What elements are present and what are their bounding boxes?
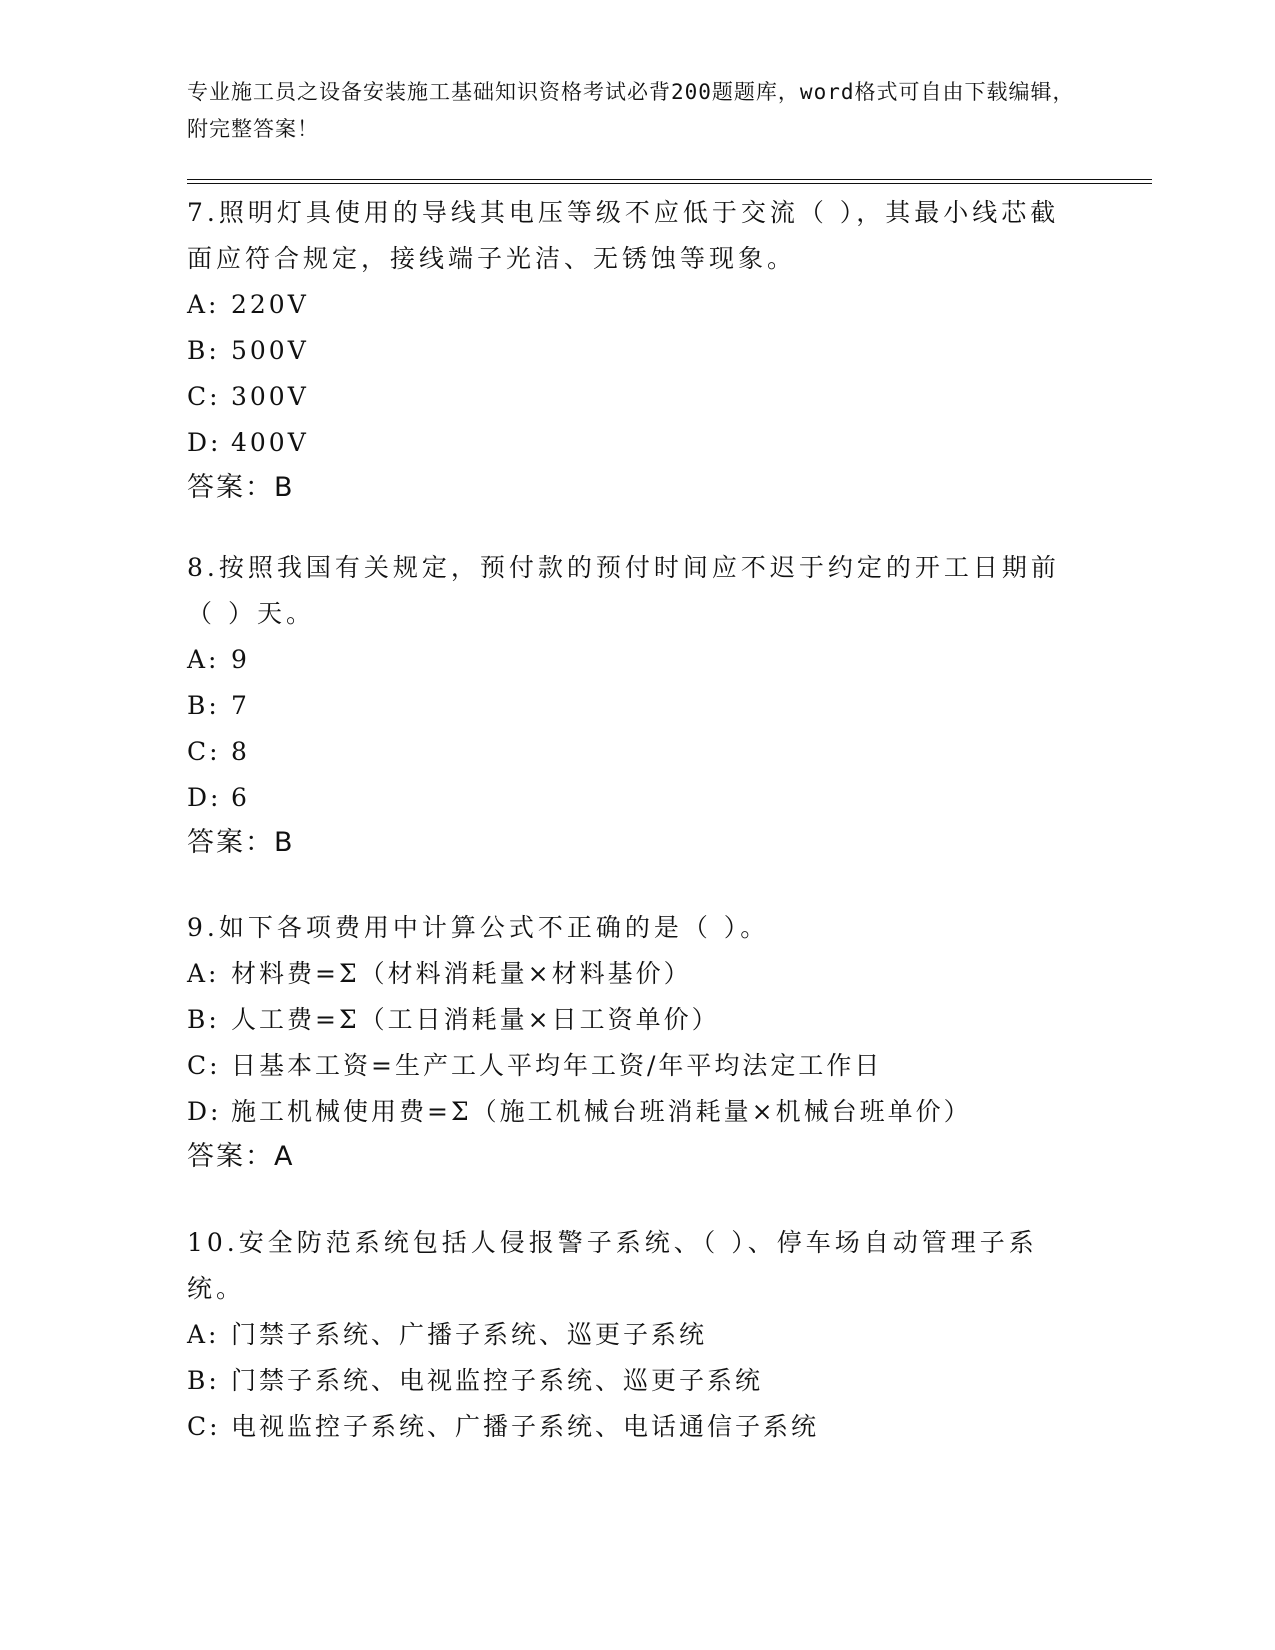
question-8 (187, 545, 1087, 865)
option-text: 施工机械使用费=Σ（施工机械台班消耗量×机械台班单价） (231, 1097, 972, 1126)
option-text: 6 (231, 783, 250, 812)
option-d (187, 1089, 1087, 1135)
option-letter: B: (187, 1366, 220, 1395)
option-letter: D: (187, 783, 222, 812)
option-text: 人工费=Σ（工日消耗量×日工资单价） (231, 1005, 720, 1034)
option-letter: A: (187, 1320, 220, 1349)
option-c (187, 1043, 1087, 1089)
option-text: 8 (231, 737, 250, 766)
option-text: 220V (231, 290, 309, 319)
option-c (187, 729, 1087, 775)
question-7 (187, 190, 1087, 510)
option-letter: C: (187, 1412, 221, 1441)
option-text: 门禁子系统、电视监控子系统、巡更子系统 (231, 1366, 764, 1395)
question-stem: 7.照明灯具使用的导线其电压等级不应低于交流（ ），其最小线芯截面应符合规定，接线端子光洁、无锈蚀等现象。 (187, 198, 1060, 273)
option-letter: A: (187, 645, 220, 674)
option-d (187, 775, 1087, 821)
option-text: 500V (231, 336, 309, 365)
option-text: 材料费=Σ（材料消耗量×材料基价） (231, 959, 692, 988)
header-rule-bottom (187, 183, 1152, 184)
option-letter: C: (187, 382, 221, 411)
option-letter: C: (187, 1051, 221, 1080)
option-b (187, 1358, 1087, 1404)
option-a (187, 951, 1087, 997)
answer-line: 答案：B (187, 472, 295, 503)
question-stem: 9.如下各项费用中计算公式不正确的是（ ）。 (187, 913, 770, 942)
option-c (187, 374, 1087, 420)
option-letter: A: (187, 290, 220, 319)
option-letter: A: (187, 959, 220, 988)
option-letter: D: (187, 1097, 222, 1126)
option-text: 电视监控子系统、广播子系统、电话通信子系统 (231, 1412, 820, 1441)
option-a (187, 637, 1087, 683)
option-b (187, 997, 1087, 1043)
option-text: 门禁子系统、广播子系统、巡更子系统 (231, 1320, 708, 1349)
answer-line: 答案：A (187, 1141, 295, 1172)
option-a (187, 1312, 1087, 1358)
option-c (187, 1404, 1087, 1450)
document-header: 专业施工员之设备安装施工基础知识资格考试必背200题题库，word格式可自由下载编辑，附完整答案！ (187, 80, 1075, 141)
option-text: 7 (231, 691, 250, 720)
option-b (187, 328, 1087, 374)
option-b (187, 683, 1087, 729)
option-text: 300V (231, 382, 309, 411)
answer-line: 答案：B (187, 827, 295, 858)
header-rule-top (187, 179, 1152, 180)
option-a (187, 282, 1087, 328)
option-text: 日基本工资=生产工人平均年工资/年平均法定工作日 (231, 1051, 883, 1080)
option-letter: B: (187, 691, 220, 720)
option-letter: C: (187, 737, 221, 766)
question-10 (187, 1220, 1087, 1450)
question-9 (187, 905, 1087, 1179)
option-d (187, 420, 1087, 466)
question-stem: 8.按照我国有关规定，预付款的预付时间应不迟于约定的开工日期前（ ）天。 (187, 553, 1060, 628)
option-letter: B: (187, 336, 220, 365)
question-stem: 10.安全防范系统包括人侵报警子系统、（ ）、停车场自动管理子系统。 (187, 1228, 1038, 1303)
option-text: 400V (231, 428, 309, 457)
option-letter: D: (187, 428, 222, 457)
option-letter: B: (187, 1005, 220, 1034)
option-text: 9 (231, 645, 250, 674)
